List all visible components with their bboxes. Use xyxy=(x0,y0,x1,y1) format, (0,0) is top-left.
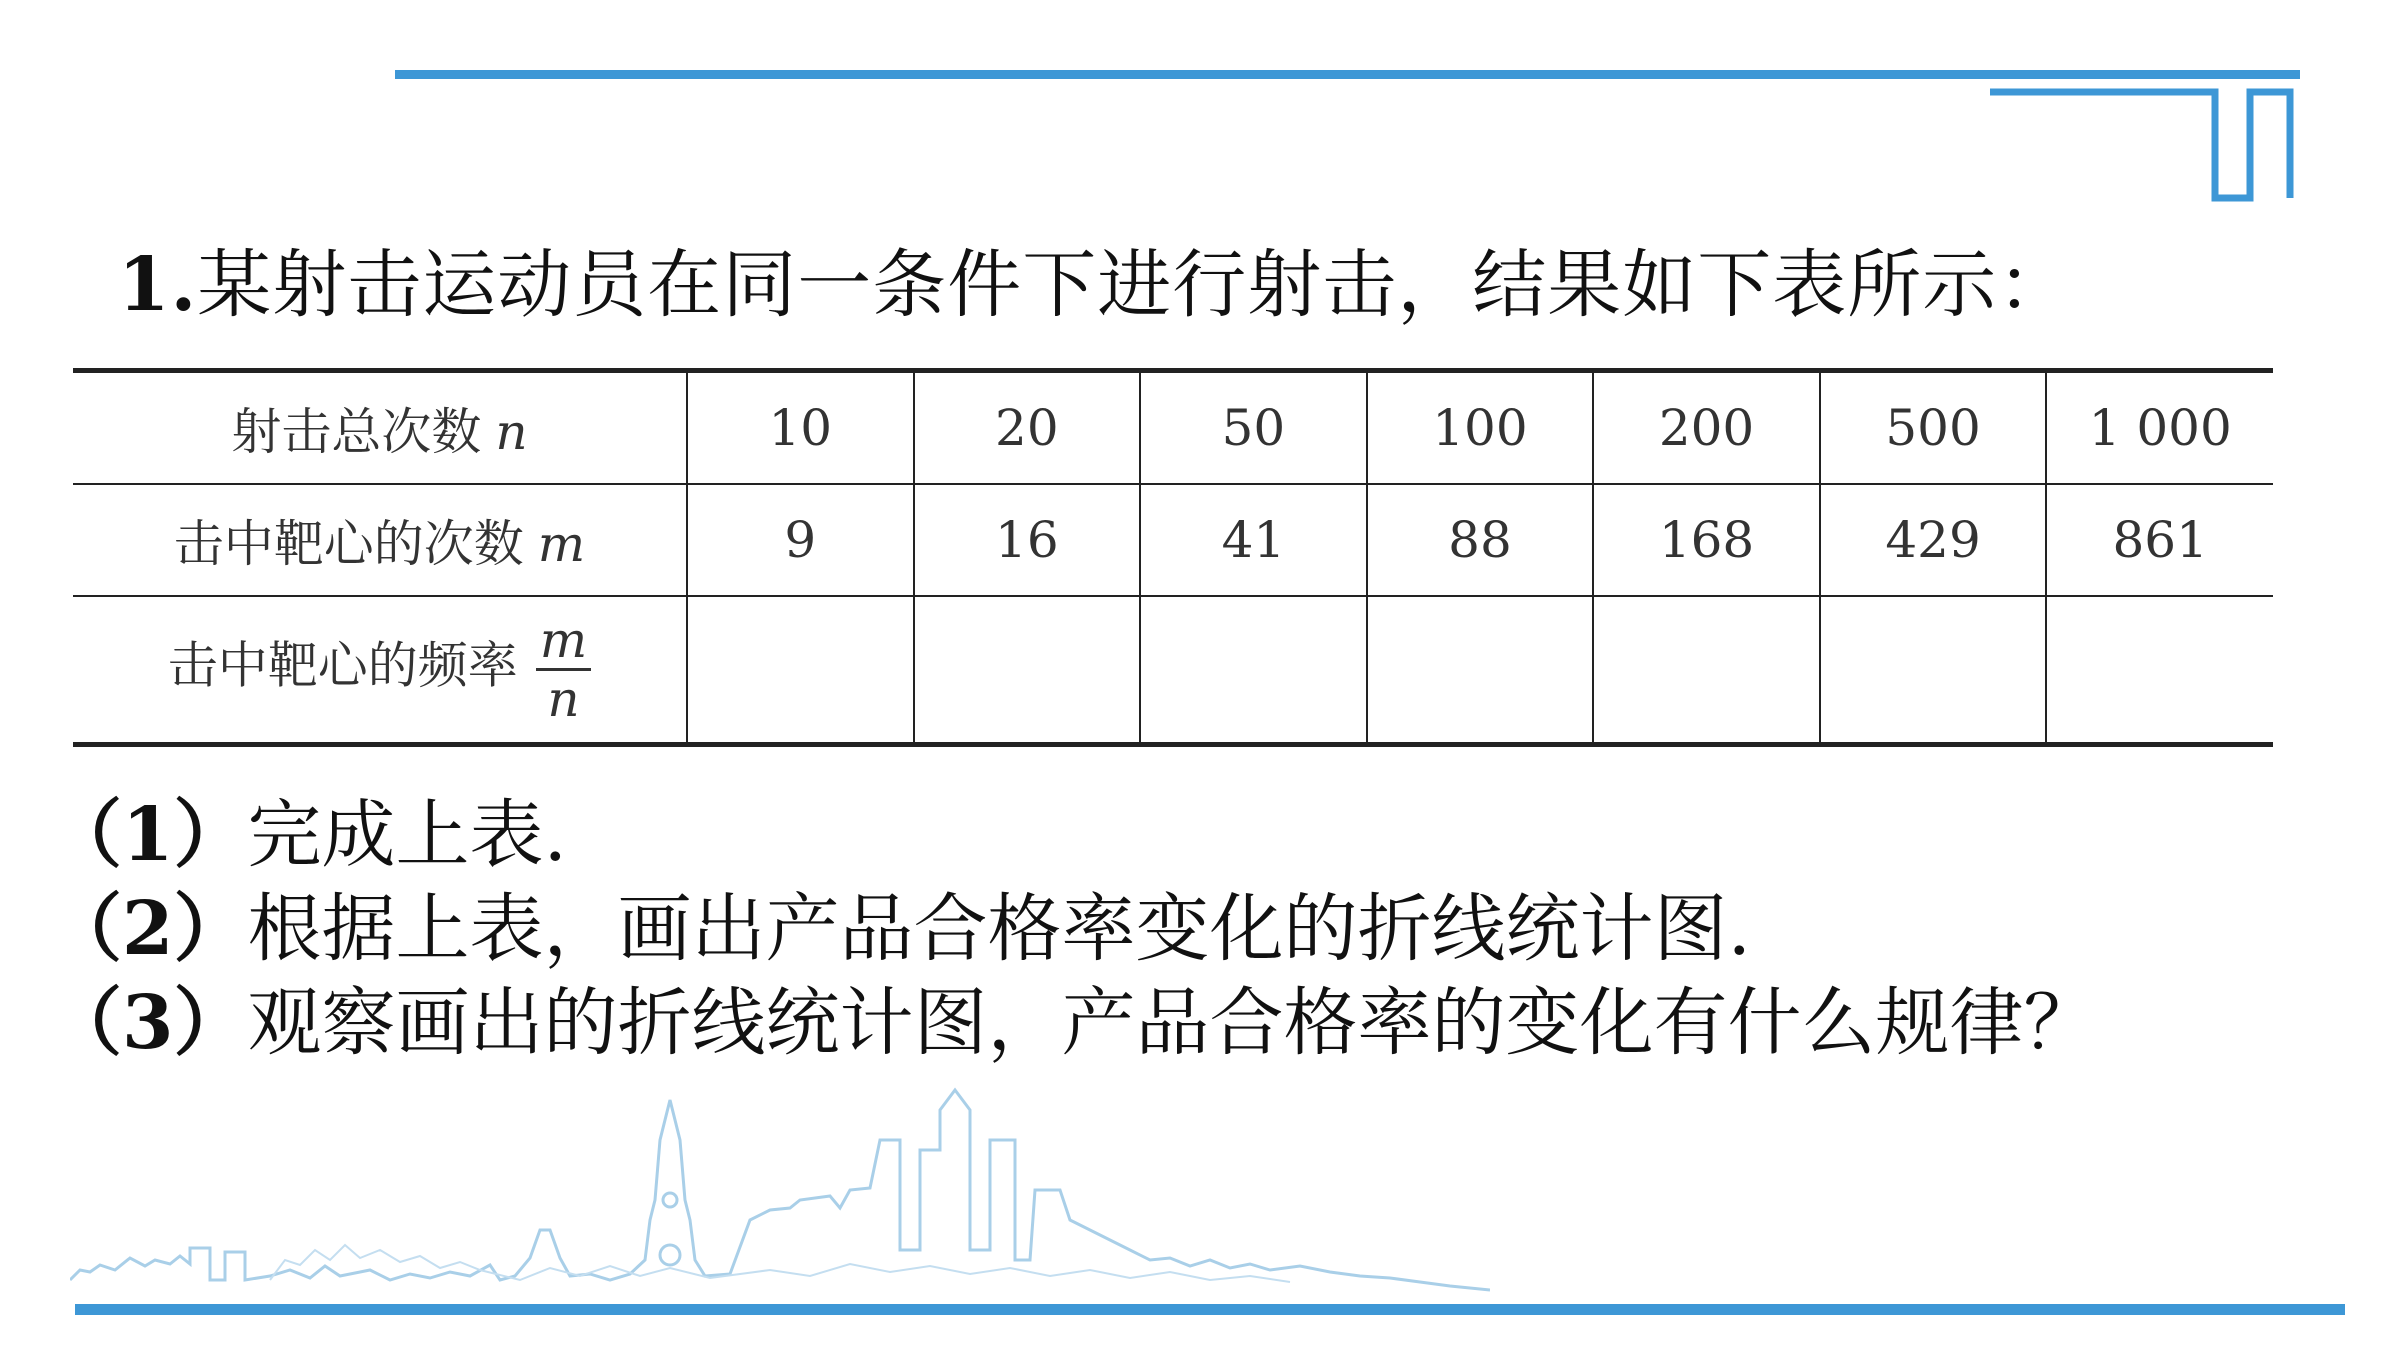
table-cell: 100 xyxy=(1367,371,1594,485)
table-cell: 429 xyxy=(1820,484,2047,596)
corner-decoration xyxy=(1990,88,2300,203)
sub-question-3: （3）观察画出的折线统计图，产品合格率的变化有什么规律？ xyxy=(48,980,2098,1066)
table-cell: 88 xyxy=(1367,484,1594,596)
question-text: 某射击运动员在同一条件下进行射击，结果如下表所示： xyxy=(197,242,2073,328)
table-cell: 861 xyxy=(2046,484,2273,596)
table-cell: 41 xyxy=(1140,484,1367,596)
sub-question-2: （2）根据上表，画出产品合格率变化的折线统计图. xyxy=(48,886,1752,972)
table-row-total-shots xyxy=(73,371,2273,485)
table-cell: 500 xyxy=(1820,371,2047,485)
top-accent-line xyxy=(395,70,2300,79)
results-table xyxy=(73,368,2273,747)
sub-question-1: （1）完成上表. xyxy=(48,792,568,878)
question-number: 1. xyxy=(118,242,198,328)
fraction-m-over-n: $\frac{m}{n}$ xyxy=(536,612,591,727)
table-cell: 1 000 xyxy=(2046,371,2273,485)
table-cell-empty[interactable] xyxy=(687,596,914,745)
table-cell: 9 xyxy=(687,484,914,596)
sub-questions xyxy=(48,788,2098,1070)
table-cell: 200 xyxy=(1593,371,1820,485)
row-label-frequency: 击中靶心的频率 $\frac{m}{n}$ xyxy=(73,596,687,745)
table-cell: 16 xyxy=(914,484,1141,596)
row-label-total-shots: 射击总次数 n xyxy=(73,371,687,485)
table-cell: 20 xyxy=(914,371,1141,485)
table-cell-empty[interactable] xyxy=(1140,596,1367,745)
table-cell: 168 xyxy=(1593,484,1820,596)
bottom-accent-line xyxy=(75,1304,2345,1315)
table-row-hits xyxy=(73,484,2273,596)
row-label-hits: 击中靶心的次数 m xyxy=(73,484,687,596)
table-cell-empty[interactable] xyxy=(1820,596,2047,745)
table-cell: 50 xyxy=(1140,371,1367,485)
city-skyline-decoration xyxy=(70,1080,1490,1308)
table-cell-empty[interactable] xyxy=(914,596,1141,745)
table-cell-empty[interactable] xyxy=(1367,596,1594,745)
question-title xyxy=(118,240,2072,330)
table-cell-empty[interactable] xyxy=(2046,596,2273,745)
table-cell: 10 xyxy=(687,371,914,485)
table-row-frequency xyxy=(73,596,2273,745)
table-cell-empty[interactable] xyxy=(1593,596,1820,745)
